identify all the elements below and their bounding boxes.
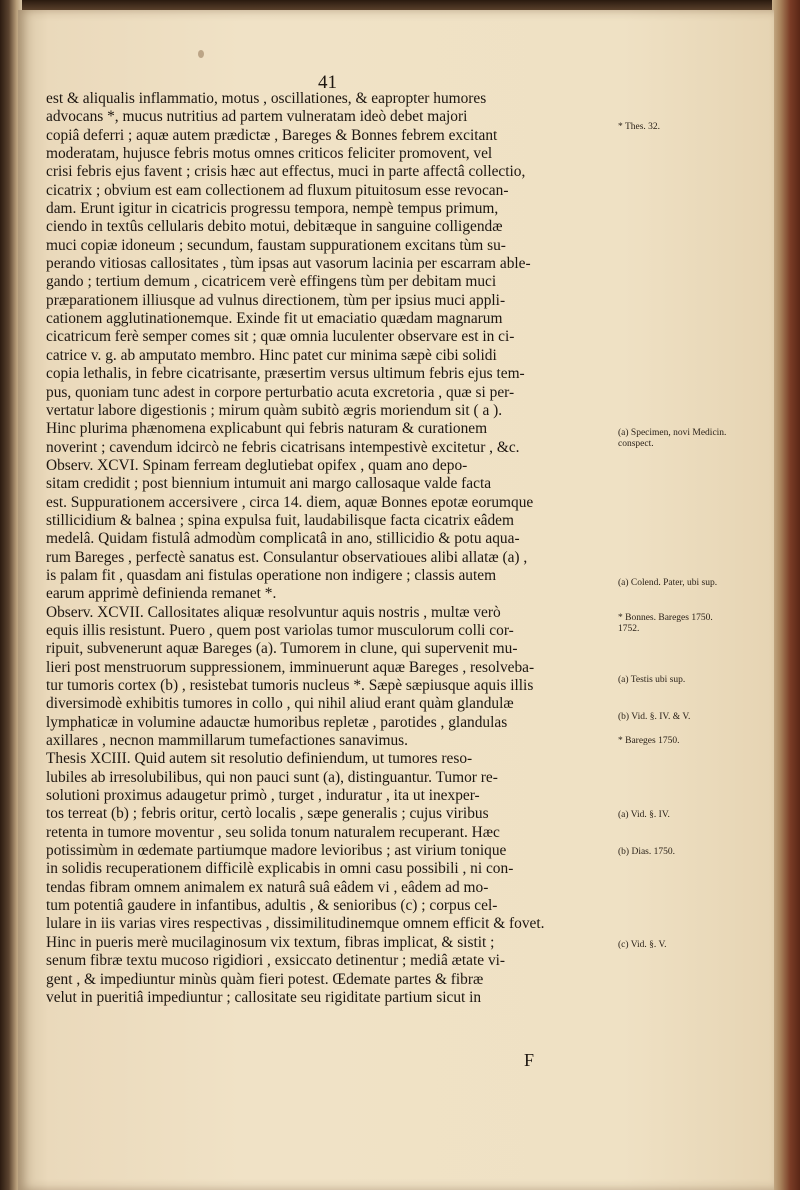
- text-line: sitam credidit ; post biennium intumuit ani margo callosaque valde facta: [46, 475, 492, 493]
- text-line: medelâ. Quidam fistulâ admodùm complicatâ in ano, stillicidio & potu aqua-: [46, 530, 520, 548]
- text-line: dam. Erunt igitur in cicatricis progressu tempora, nempè tempus primum,: [46, 200, 499, 218]
- text-line: tos terreat (b) ; febris oritur, certò localis , sæpe generalis ; cujus viribus: [46, 805, 489, 823]
- text-line: tum potentiâ gaudere in infantibus, adultis , & senioribus (c) ; corpus cel-: [46, 897, 498, 915]
- margin-note-vid-v: (c) Vid. §. V.: [618, 940, 667, 950]
- margin-note-dias: (b) Dias. 1750.: [618, 847, 675, 857]
- text-line: noverint ; cavendum idcircò ne febris cicatrisans intempestivè excitetur , &c.: [46, 438, 520, 456]
- text-line: ripuit, subvenerunt aquæ Bareges (a). Tumorem in clune, qui supervenit mu-: [46, 640, 518, 658]
- text-line: Observ. XCVII. Callositates aliquæ resolvuntur aquis nostris , multæ verò: [46, 603, 501, 621]
- text-line: Thesis XCIII. Quid autem sit resolutio definiendum, ut tumores reso-: [46, 750, 473, 768]
- main-text-block: [46, 90, 606, 1007]
- book-page: [18, 10, 774, 1190]
- text-line: Observ. XCVI. Spinam ferream deglutiebat opifex , quam ano depo-: [46, 456, 468, 474]
- text-line: tur tumoris cortex (b) , resistebat tumoris nucleus *. Sæpè sæpiusque aquis illis: [46, 677, 534, 694]
- text-line: rum Bareges , perfectè sanatus est. Consulantur observatioues alibi allatæ (a) ,: [46, 548, 528, 566]
- margin-note-vid-iv-2: (a) Vid. §. IV.: [618, 810, 670, 820]
- text-line: lulare in iis varias vires respectivas , dissimilitudinemque omnem efficit & fovet.: [46, 915, 545, 933]
- margin-note-bareges-1750: * Bareges 1750.: [618, 736, 680, 746]
- margin-note-testis: (a) Testis ubi sup.: [618, 675, 686, 685]
- text-line: copiâ deferri ; aquæ autem prædictæ , Bareges & Bonnes febrem excitant: [46, 126, 498, 144]
- text-line: pus, quoniam tunc adest in corpore perturbatio acuta excretoria , quæ si per-: [46, 383, 515, 401]
- text-line: copia lethalis, in febre cicatrisante, præsertim versus ultimum febris ejus tem-: [46, 365, 525, 383]
- text-line: est. Suppurationem accersivere , circa 14. diem, aquæ Bonnes epotæ eorumque: [46, 493, 534, 511]
- text-line: tendas fibram omnem animalem ex naturâ suâ eâdem vi , eâdem ad mo-: [46, 878, 489, 896]
- text-line: est & aliqualis inflammatio, motus , oscillationes, & eapropter humores: [46, 90, 487, 107]
- text-line: gando ; tertium demum , cicatricem verè effingens tùm per debitam muci: [46, 273, 497, 291]
- text-line: moderatam, hujusce febris motus omnes criticos feliciter promovent, vel: [46, 145, 493, 163]
- text-line: retenta in tumore moventur , seu solida tonum naturalem recuperant. Hæc: [46, 823, 500, 841]
- margin-note-thes-32: * Thes. 32.: [618, 122, 661, 132]
- text-line: earum apprimè definienda remanet *.: [46, 585, 277, 603]
- text-line: stillicidium & balnea ; spina expulsa fuit, laudabilisque facta cicatrix eâdem: [46, 511, 514, 529]
- text-line: axillares , necnon mammillarum tumefactiones sanavimus.: [46, 732, 409, 750]
- text-line: catrice v. g. ab amputato membro. Hinc patet cur minima sæpè cibi solidi: [46, 346, 497, 364]
- text-line: crisi febris ejus favent ; crisis hæc aut effectus, muci in parte affectâ collectio,: [46, 163, 526, 181]
- text-line: potissimùm in œdemate partiumque madore levioribus ; ast virium tonique: [46, 842, 507, 860]
- book-edge-right: [772, 0, 800, 1190]
- margin-note-specimen: (a) Specimen, novi Medicin. conspect.: [618, 428, 727, 449]
- text-line: solutioni proximus adaugetur primò , turget , induratur , ita ut inexper-: [46, 787, 480, 805]
- ink-spot: [198, 50, 204, 58]
- text-line: cicatricum ferè semper comes sit ; quæ omnia luculenter observare est in ci-: [46, 328, 515, 346]
- text-line: ciendo in textûs cellularis debito motui, debitæque in sanguine colligendæ: [46, 218, 503, 236]
- text-line: cicatrix ; obvium est eam collectionem ad fluxum pituitosum esse revocan-: [46, 181, 509, 199]
- text-line: diversimodè exhibitis tumores in collo , qui nihil aliud erant quàm glandulæ: [46, 695, 514, 713]
- text-line: velut in pueritiâ impediuntur ; callositate seu rigiditate partium sicut in: [46, 988, 482, 1006]
- margin-note-bonnes: * Bonnes. Bareges 1750. 1752.: [618, 613, 713, 634]
- page-number: 41: [318, 72, 337, 93]
- text-line: vertatur labore digestionis ; mirum quàm subitò ægris moriendum sit ( a ).: [46, 401, 503, 419]
- text-line: equis illis resistunt. Puero , quem post variolas tumor musculorum colli cor-: [46, 621, 514, 639]
- text-line: lieri post menstruorum suppressionem, imminuerunt aquæ Bareges , resolveba-: [46, 658, 535, 676]
- text-line: Hinc plurima phænomena explicabunt qui febris naturam & curationem: [46, 420, 488, 438]
- text-line: Hinc in pueris merè mucilaginosum vix textum, fibras implicat, & sistit ;: [46, 933, 495, 951]
- text-line: gent , & impediuntur minùs quàm fieri potest. Œdemate partes & fibræ: [46, 970, 484, 988]
- text-line: perando vitiosas callositates , tùm ipsas aut vasorum lacinia per escarram able-: [46, 255, 531, 273]
- text-line: is palam fit , quasdam ani fistulas operatione non indigere ; classis autem: [46, 566, 497, 584]
- margin-note-colend: (a) Colend. Pater, ubi sup.: [618, 578, 718, 588]
- text-line: in solidis recuperationem difficilè explicabis in omni casu possibili , ni con-: [46, 860, 514, 878]
- text-line: cationem agglutinationemque. Exinde fit ut emaciatio quædam magnarum: [46, 310, 503, 328]
- signature-mark: F: [524, 1050, 535, 1070]
- text-line: lymphaticæ in volumine adauctæ humoribus repletæ , parotides , glandulas: [46, 713, 508, 731]
- text-line: advocans *, mucus nutritius ad partem vulneratam ideò debet majori: [46, 108, 468, 126]
- text-line: præparationem illiusque ad vulnus directionem, tùm per ipsius muci appli-: [46, 291, 506, 309]
- text-line: muci copiæ idoneum ; secundum, faustam suppurationem excitans tùm su-: [46, 236, 506, 254]
- text-line: senum fibræ textu mucoso rigidiori , exsiccato detinentur ; mediâ ætate vi-: [46, 952, 506, 970]
- text-line: lubiles ab irresolubilibus, qui non pauci sunt (a), distinguantur. Tumor re-: [46, 768, 498, 786]
- margin-note-vid-iv: (b) Vid. §. IV. & V.: [618, 712, 691, 722]
